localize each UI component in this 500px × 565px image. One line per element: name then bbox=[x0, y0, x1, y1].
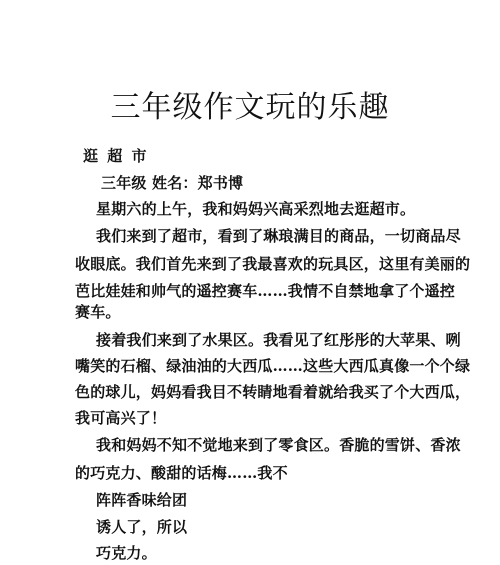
body-line: 嘴笑的石榴、绿油油的大西瓜……这些大西瓜真像一个个绿 bbox=[75, 357, 471, 375]
body-line: 诱人了，所以 bbox=[96, 518, 188, 536]
body-line: 阵阵香味给团 bbox=[96, 491, 188, 509]
body-line: 我可高兴了！ bbox=[75, 409, 167, 427]
body-line: 我和妈妈不知不觉地来到了零食区。香脆的雪饼、香浓 bbox=[96, 436, 461, 454]
essay-subtitle: 逛 超 市 bbox=[83, 147, 149, 165]
body-line: 收眼底。我们首先来到了我最喜欢的玩具区，这里有美丽的 bbox=[75, 255, 471, 273]
page-title: 三年级作文玩的乐趣 bbox=[110, 90, 390, 125]
body-line: 接着我们来到了水果区。我看见了红彤彤的大苹果、咧 bbox=[96, 331, 461, 349]
body-line: 星期六的上午，我和妈妈兴高采烈地去逛超市。 bbox=[96, 200, 416, 218]
body-line: 赛车。 bbox=[75, 303, 121, 321]
body-line: 芭比娃娃和帅气的遥控赛车……我情不自禁地拿了个遥控 bbox=[75, 282, 456, 300]
body-line: 色的球儿，妈妈看我目不转睛地看着就给我买了个大西瓜， bbox=[75, 383, 471, 401]
body-line: 我们来到了超市，看到了琳琅满目的商品，一切商品尽 bbox=[96, 227, 461, 245]
body-line: 的巧克力、酸甜的话梅……我不 bbox=[75, 464, 288, 482]
author-byline: 三年级 姓名：郑书博 bbox=[101, 174, 244, 192]
body-line: 巧克力。 bbox=[96, 544, 157, 562]
